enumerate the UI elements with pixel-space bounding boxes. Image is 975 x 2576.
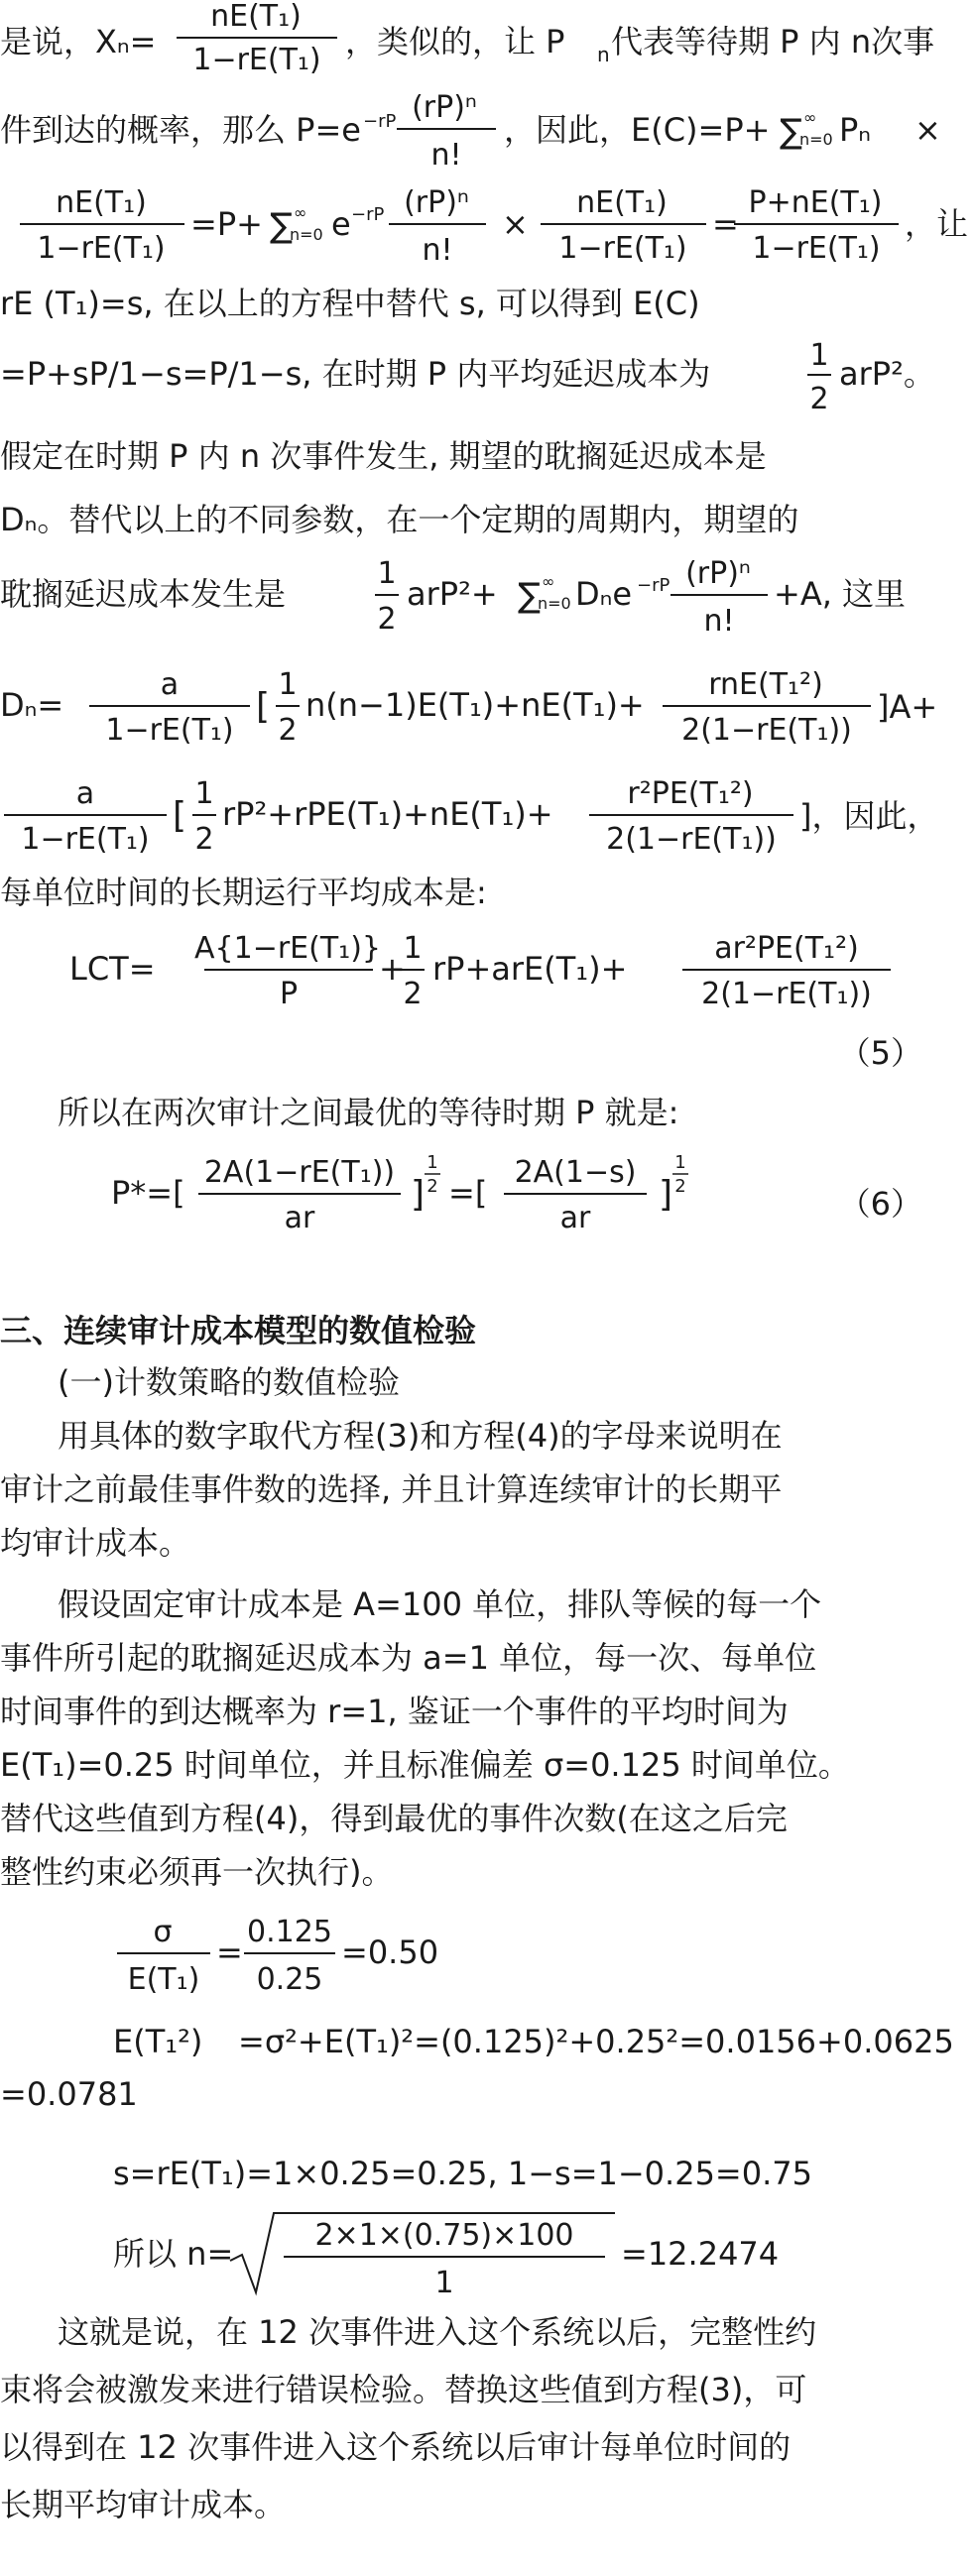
svg-text:P: P — [279, 977, 299, 1011]
svg-text:n: n — [597, 43, 610, 66]
text-line: 整性约束必须再一次执行)。 — [0, 1853, 394, 1891]
svg-text:arP²。: arP²。 — [839, 355, 935, 393]
svg-text:1−rE(T₁): 1−rE(T₁) — [752, 231, 881, 266]
svg-text:2(1−rE(T₁)): 2(1−rE(T₁)) — [606, 822, 777, 857]
svg-text:=[: =[ — [448, 1174, 488, 1212]
svg-text:所以 n=: 所以 n= — [113, 2235, 234, 2273]
svg-text:]: ] — [411, 1174, 426, 1215]
svg-text:2(1−rE(T₁)): 2(1−rE(T₁)) — [701, 977, 872, 1011]
text-line: 替代这些值到方程(4)，得到最优的事件次数(在这之后完 — [0, 1800, 788, 1837]
svg-text:(rP)ⁿ: (rP)ⁿ — [412, 90, 477, 125]
svg-text:∑: ∑ — [270, 206, 293, 246]
svg-text:E(T₁²): E(T₁²) — [113, 2023, 203, 2060]
svg-text:1−rE(T₁): 1−rE(T₁) — [192, 43, 321, 77]
svg-text:−rP: −rP — [351, 204, 385, 225]
svg-text:ar: ar — [284, 1201, 315, 1235]
svg-text:n!: n! — [703, 604, 735, 639]
svg-text:0.125: 0.125 — [247, 1915, 332, 1949]
svg-text:Dₙ=: Dₙ= — [0, 686, 64, 724]
svg-text:A{1−rE(T₁)}: A{1−rE(T₁)} — [194, 931, 381, 966]
svg-text:∞: ∞ — [803, 108, 817, 127]
svg-text:=: = — [712, 205, 739, 243]
svg-text:n=0: n=0 — [538, 594, 571, 613]
svg-text:P+nE(T₁): P+nE(T₁) — [748, 185, 883, 220]
svg-text:Xₙ=: Xₙ= — [95, 23, 157, 60]
svg-text:ar²PE(T₁²): ar²PE(T₁²) — [714, 931, 859, 966]
svg-text:=σ²+E(T₁)²=(0.125)²+0.25²=0.01: =σ²+E(T₁)²=(0.125)²+0.25²=0.0156+0.0625 — [238, 2023, 954, 2060]
text-line: =0.0781 — [0, 2075, 138, 2113]
svg-text:2: 2 — [809, 382, 829, 416]
text-line: 假定在时期 P 内 n 次事件发生, 期望的耽搁延迟成本是 — [0, 437, 767, 475]
svg-text:1: 1 — [194, 776, 214, 811]
svg-text:E(T₁): E(T₁) — [127, 1962, 200, 1997]
svg-text:n!: n! — [430, 138, 462, 173]
svg-text:2A(1−rE(T₁)): 2A(1−rE(T₁)) — [203, 1155, 396, 1190]
equation-lct — [0, 924, 975, 1015]
svg-text:=P+: =P+ — [190, 205, 263, 243]
text-line: 束将会被激发来进行错误检验。替换这些值到方程(3)，可 — [0, 2371, 807, 2408]
svg-text:1−rE(T₁): 1−rE(T₁) — [21, 822, 150, 857]
text-line: 假设固定审计成本是 A=100 单位，排队等候的每一个 — [58, 1585, 822, 1623]
svg-text:1−rE(T₁): 1−rE(T₁) — [558, 231, 687, 266]
svg-text:=0.50: =0.50 — [341, 1933, 439, 1971]
equation-cv — [0, 1904, 975, 2003]
svg-text:=: = — [216, 1933, 243, 1971]
svg-text:耽搁延迟成本发生是: 耽搁延迟成本发生是 — [0, 575, 287, 613]
svg-text:1: 1 — [377, 556, 397, 591]
svg-text:，因此，E(C)=P+: ，因此，E(C)=P+ — [504, 111, 771, 149]
svg-text:arP²+: arP²+ — [407, 575, 498, 613]
svg-text:e: e — [331, 205, 351, 243]
svg-text:×: × — [502, 205, 529, 243]
text-line: 用具体的数字取代方程(3)和方程(4)的字母来说明在 — [58, 1417, 783, 1455]
svg-text:是说，: 是说， — [0, 23, 96, 60]
svg-text:，类似的，让 P: ，类似的，让 P — [345, 23, 565, 60]
svg-text:]A+: ]A+ — [877, 688, 938, 726]
svg-text:1: 1 — [278, 667, 298, 702]
equation-second-moment — [0, 2015, 975, 2066]
svg-text:nE(T₁): nE(T₁) — [210, 0, 302, 34]
svg-text:1: 1 — [427, 1152, 438, 1173]
svg-text:−rP: −rP — [363, 111, 397, 132]
svg-text:1: 1 — [674, 1152, 686, 1173]
svg-text:Dₙe: Dₙe — [575, 575, 633, 613]
equation-n-sqrt — [0, 2203, 975, 2302]
svg-text:2: 2 — [674, 1176, 686, 1197]
svg-text:1: 1 — [434, 2266, 454, 2300]
equation-poisson — [0, 87, 975, 173]
equation-dn — [0, 660, 975, 752]
svg-text:a: a — [160, 667, 180, 702]
equation-s: s=rE(T₁)=1×0.25=0.25, 1−s=1−0.25=0.75 — [113, 2155, 812, 2192]
svg-text:∞: ∞ — [294, 203, 307, 222]
equation-delay-cost — [0, 333, 975, 424]
svg-text:2: 2 — [403, 977, 423, 1011]
equation-number-6: （6） — [838, 1185, 922, 1223]
svg-text:n(n−1)E(T₁)+nE(T₁)+: n(n−1)E(T₁)+nE(T₁)+ — [305, 686, 645, 724]
svg-text:Pₙ: Pₙ — [839, 111, 872, 149]
svg-text:(rP)ⁿ: (rP)ⁿ — [685, 556, 751, 591]
svg-text:1−rE(T₁): 1−rE(T₁) — [105, 713, 234, 748]
text-line: 审计之前最佳事件数的选择, 并且计算连续审计的长期平 — [0, 1470, 783, 1508]
svg-text:×: × — [914, 111, 941, 149]
svg-text:P*=[: P*=[ — [111, 1174, 185, 1212]
svg-text:[: [ — [256, 686, 271, 727]
text-line: 长期平均审计成本。 — [0, 2486, 287, 2523]
text-line: E(T₁)=0.25 时间单位，并且标准偏差 σ=0.125 时间单位。 — [0, 1746, 850, 1784]
svg-text:rP²+rPE(T₁)+nE(T₁)+: rP²+rPE(T₁)+nE(T₁)+ — [222, 795, 553, 833]
svg-text:LCT=: LCT= — [69, 950, 156, 988]
svg-text:n=0: n=0 — [799, 130, 833, 149]
svg-text:rnE(T₁²): rnE(T₁²) — [708, 667, 823, 702]
svg-text:]，因此，: ]，因此， — [799, 797, 939, 835]
svg-text:rP+arE(T₁)+: rP+arE(T₁)+ — [432, 950, 628, 988]
equation-number-5: （5） — [838, 1034, 922, 1072]
svg-text:n=0: n=0 — [290, 225, 323, 244]
svg-text:+A, 这里: +A, 这里 — [774, 575, 907, 613]
svg-text:2×1×(0.75)×100: 2×1×(0.75)×100 — [314, 2218, 574, 2253]
svg-text:代表等待期 P 内 n次事: 代表等待期 P 内 n次事 — [611, 23, 935, 60]
text-line: Dₙ。替代以上的不同参数，在一个定期的周期内，期望的 — [0, 501, 799, 538]
svg-text:=P+sP/1−s=P/1−s, 在时期 P 内平均延迟成本: =P+sP/1−s=P/1−s, 在时期 P 内平均延迟成本为 — [0, 355, 711, 393]
svg-text:r²PE(T₁²): r²PE(T₁²) — [627, 776, 754, 811]
equation-xn — [0, 0, 975, 77]
svg-text:=12.2474: =12.2474 — [621, 2235, 780, 2273]
equation-expected-delay — [0, 551, 975, 643]
svg-text:(rP)ⁿ: (rP)ⁿ — [404, 185, 469, 220]
subsection-heading: (一)计数策略的数值检验 — [58, 1363, 400, 1401]
svg-text:nE(T₁): nE(T₁) — [576, 185, 668, 220]
svg-text:2: 2 — [194, 822, 214, 857]
svg-text:nE(T₁): nE(T₁) — [56, 185, 147, 220]
svg-text:1−rE(T₁): 1−rE(T₁) — [37, 231, 166, 266]
svg-text:∑: ∑ — [780, 112, 802, 152]
svg-text:1: 1 — [809, 338, 829, 373]
svg-text:0.25: 0.25 — [256, 1962, 323, 1997]
svg-text:−rP: −rP — [637, 575, 670, 596]
svg-text:[: [ — [173, 795, 187, 836]
text-line: 时间事件的到达概率为 r=1, 鉴证一个事件的平均时间为 — [0, 1693, 789, 1730]
svg-text:∞: ∞ — [542, 572, 555, 591]
text-line: 以得到在 12 次事件进入这个系统以后审计每单位时间的 — [0, 2428, 792, 2466]
text-line: 所以在两次审计之间最优的等待时期 P 就是: — [58, 1094, 679, 1131]
svg-text:]: ] — [659, 1174, 673, 1215]
svg-text:2: 2 — [427, 1176, 438, 1197]
text-line: 这就是说，在 12 次事件进入这个系统以后，完整性约 — [58, 2313, 817, 2351]
svg-text:σ: σ — [153, 1915, 173, 1949]
svg-text:件到达的概率，那么 P=e: 件到达的概率，那么 P=e — [0, 111, 361, 149]
svg-text:ar: ar — [559, 1201, 591, 1235]
svg-text:，让: ，让 — [905, 205, 969, 243]
svg-text:∑: ∑ — [518, 576, 541, 616]
svg-text:a: a — [75, 776, 95, 811]
equation-dn-cont — [0, 769, 975, 861]
svg-text:n!: n! — [422, 233, 453, 268]
svg-text:+: + — [379, 950, 406, 988]
svg-text:2: 2 — [377, 602, 397, 637]
text-line: 均审计成本。 — [0, 1524, 191, 1562]
equation-ec — [0, 178, 975, 268]
svg-text:2A(1−s): 2A(1−s) — [514, 1155, 637, 1190]
svg-text:2(1−rE(T₁)): 2(1−rE(T₁)) — [681, 713, 852, 748]
text-line: 事件所引起的耽搁延迟成本为 a=1 单位，每一次、每单位 — [0, 1639, 817, 1677]
text-line: 每单位时间的长期运行平均成本是: — [0, 874, 487, 911]
svg-text:2: 2 — [278, 713, 298, 748]
svg-text:1: 1 — [403, 931, 423, 966]
section-heading: 三、连续审计成本模型的数值检验 — [0, 1312, 477, 1349]
text-line: rE (T₁)=s, 在以上的方程中替代 s, 可以得到 E(C) — [0, 285, 700, 322]
